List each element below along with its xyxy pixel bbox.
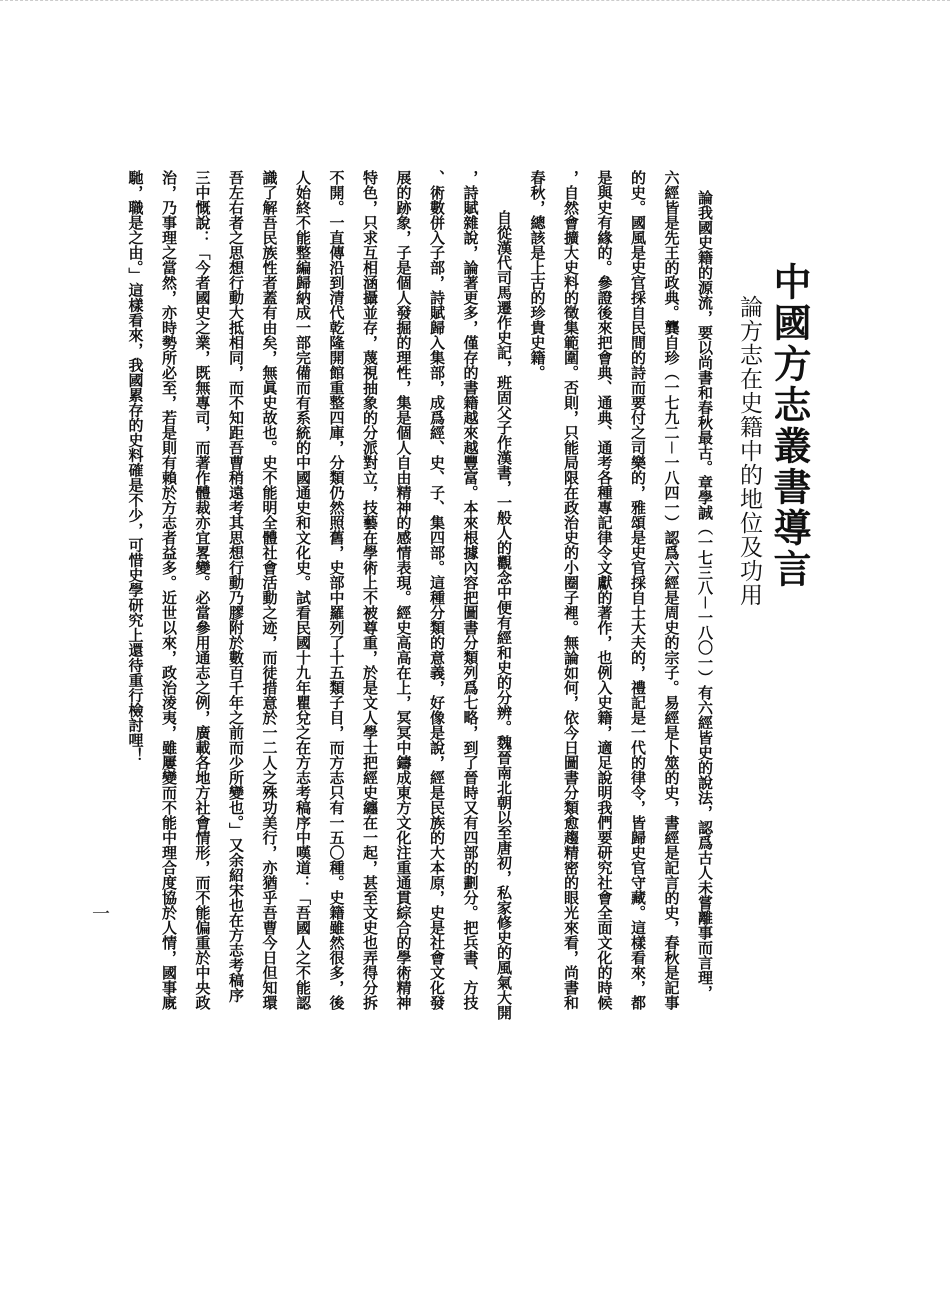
text-column: 自從漢代司馬遷作史記，班固父子作漢書，一般人的觀念中便有經和史的分辨。魏晉南北朝以至唐初，私家修史的風氣大開 (495, 210, 513, 1020)
text-column: ，詩賦雜說，論著更多，僅存的書籍越來越豐富。本來根據內容把圖書分類列爲七略，到了晉時又有四部的劃分。把兵書、方技 (461, 170, 480, 1010)
text-column: ，自然會擴大史料的徵集範圍。否則，只能局限在政治史的小圈子裡。無論如何，依今日圖書分類愈趨精密的眼光來看，尚書和 (562, 170, 580, 1010)
text-column: 六經皆是先王的政典。龔自珍（一七九二－一八四一）認爲六經是周史的宗子。易經是卜筮的史，書經是記言的史，春秋是記事 (662, 170, 681, 1011)
document-title: 中國方志叢書導言 (767, 262, 811, 590)
page-top-edge (0, 0, 950, 2)
page-number: 一 (92, 904, 110, 925)
text-column: 特色，只求互相涵攝並存，蔑視抽象的分派對立，技藝在學術上不被尊重，於是文人學士把經史纏在一起，甚至文史也弄得分拆 (361, 170, 379, 1010)
text-column: 人始終不能整編歸納成一部完備而有系統的中國通史和文化史。試看民國十九年瞿兌之在方志考稿序中嘆道：「吾國人之不能認 (294, 170, 312, 1010)
text-column: 治，乃事理之當然，亦時勢所必至，若是則有賴於方志者益多。近世以來，政治淩夷，雖屢變而不能中理合度協於人情，國事廐 (160, 170, 178, 1010)
text-column: 不開。一直傳沿到清代乾隆開館重整四庫，分類仍然照舊，史部中羅列了十五類子目，而方志只有一五〇種。史籍雖然很多，後 (327, 170, 346, 1010)
document-subtitle: 論方志在史籍中的地位及功用 (736, 295, 762, 607)
text-column: 吾左右者之思想行動大抵相同，而不知距吾曹稍遠考其思想行動乃膠附於數百千年之前而少所變也。」又余紹宋也在方志考稿序 (227, 170, 245, 1003)
text-column: 識了解吾民族性者蓋有由矣，無眞史故也。史不能明全體社會活動之迹，而徒措意於一二人之殊功美行，亦猶乎吾曹今日但知環 (260, 170, 279, 1010)
text-column: 是與史有緣的。參證後來把會典、通典、通考各種專記律令文獻的著作，也例入史籍，適足說明我們要研究社會全面文化的時候 (595, 170, 614, 1010)
text-column: 春秋，總該是上古的珍貴史籍。 (528, 170, 547, 380)
text-column: 的史。國風是史官採自民間的詩而要付之司樂的，雅頌是史官採自士大夫的，禮記是一代的律令，皆歸史官守藏。這樣看來，都 (629, 170, 647, 1010)
text-column: 論我國史籍的源流，要以尚書和春秋最古。章學誠（一七三八－一八〇一）有六經皆史的說法，認爲古人未嘗離事而言理， (696, 190, 714, 1001)
text-column: 馳，職是之由。」這樣看來，我國累存的史料確是不少，可惜史學研究上還待重行檢討哩！ (126, 170, 145, 763)
text-column: 三中慨說：「今者國史之業，既無專司，而著作體裁亦宜畧變。必當參用通志之例，廣載各地方社會情形，而不能偏重於中央政 (193, 170, 212, 1010)
text-column: 、術數併入子部，詩賦歸入集部，成爲經、史、子、集四部。這種分類的意義，好像是說，經是民族的大本原，史是社會文化發 (428, 170, 446, 1010)
text-column: 展的跡象，子是個人發掘的理性，集是個人自由精神的感情表現。經史高高在上，冥冥中鑄成東方文化注重通貫綜合的學術精神 (394, 170, 413, 1010)
